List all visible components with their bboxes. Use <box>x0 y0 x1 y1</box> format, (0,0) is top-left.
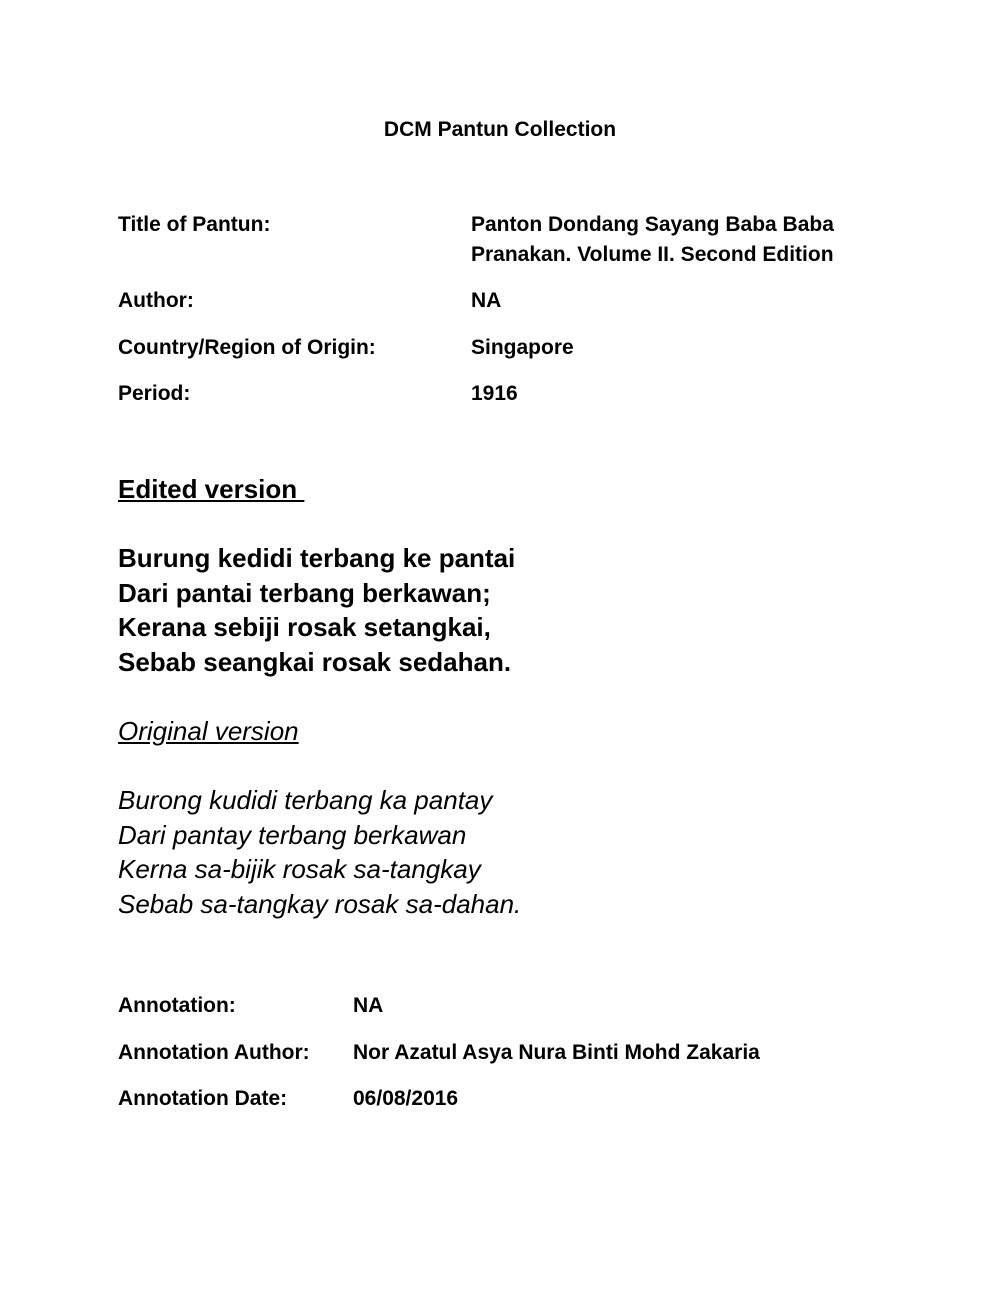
original-line-2: Dari pantay terbang berkawan <box>118 819 467 850</box>
edited-version-heading: Edited version <box>118 474 305 504</box>
original-version-heading: Original version <box>118 716 299 746</box>
edited-line-3: Kerana sebiji rosak setangkai, <box>118 612 491 642</box>
annotation-date-value: 06/08/2016 <box>353 1087 459 1110</box>
annotation-date-label: Annotation Date: <box>118 1087 288 1110</box>
original-line-3: Kerna sa-bijik rosak sa-tangkay <box>118 854 481 884</box>
period-value: 1916 <box>471 382 518 405</box>
country-label: Country/Region of Origin: <box>118 336 376 359</box>
title-of-pantun-value: Panton Dondang Sayang Baba Baba Pranakan. Volume II. Second Edition <box>471 213 834 266</box>
annotation-label: Annotation: <box>118 994 236 1017</box>
country-value: Singapore <box>471 336 574 359</box>
annotation-author-label: Annotation Author: <box>118 1041 310 1064</box>
title-of-pantun-label: Title of Pantun: <box>118 213 271 236</box>
edited-stanza <box>118 541 515 679</box>
annotation-value: NA <box>353 994 384 1017</box>
original-line-4: Sebab sa-tangkay rosak sa-dahan. <box>118 888 522 919</box>
original-stanza <box>118 783 521 921</box>
document-title: DCM Pantun Collection <box>383 118 617 141</box>
author-value: NA <box>471 289 502 312</box>
author-label: Author: <box>118 289 194 312</box>
edited-line-2: Dari pantai terbang berkawan; <box>118 577 491 608</box>
edited-line-1: Burung kedidi terbang ke pantai <box>118 543 516 573</box>
edited-line-4: Sebab seangkai rosak sedahan. <box>118 646 512 677</box>
period-label: Period: <box>118 382 191 405</box>
annotation-author-value: Nor Azatul Asya Nura Binti Mohd Zakaria <box>353 1041 760 1064</box>
original-line-1: Burong kudidi terbang ka pantay <box>118 785 493 815</box>
